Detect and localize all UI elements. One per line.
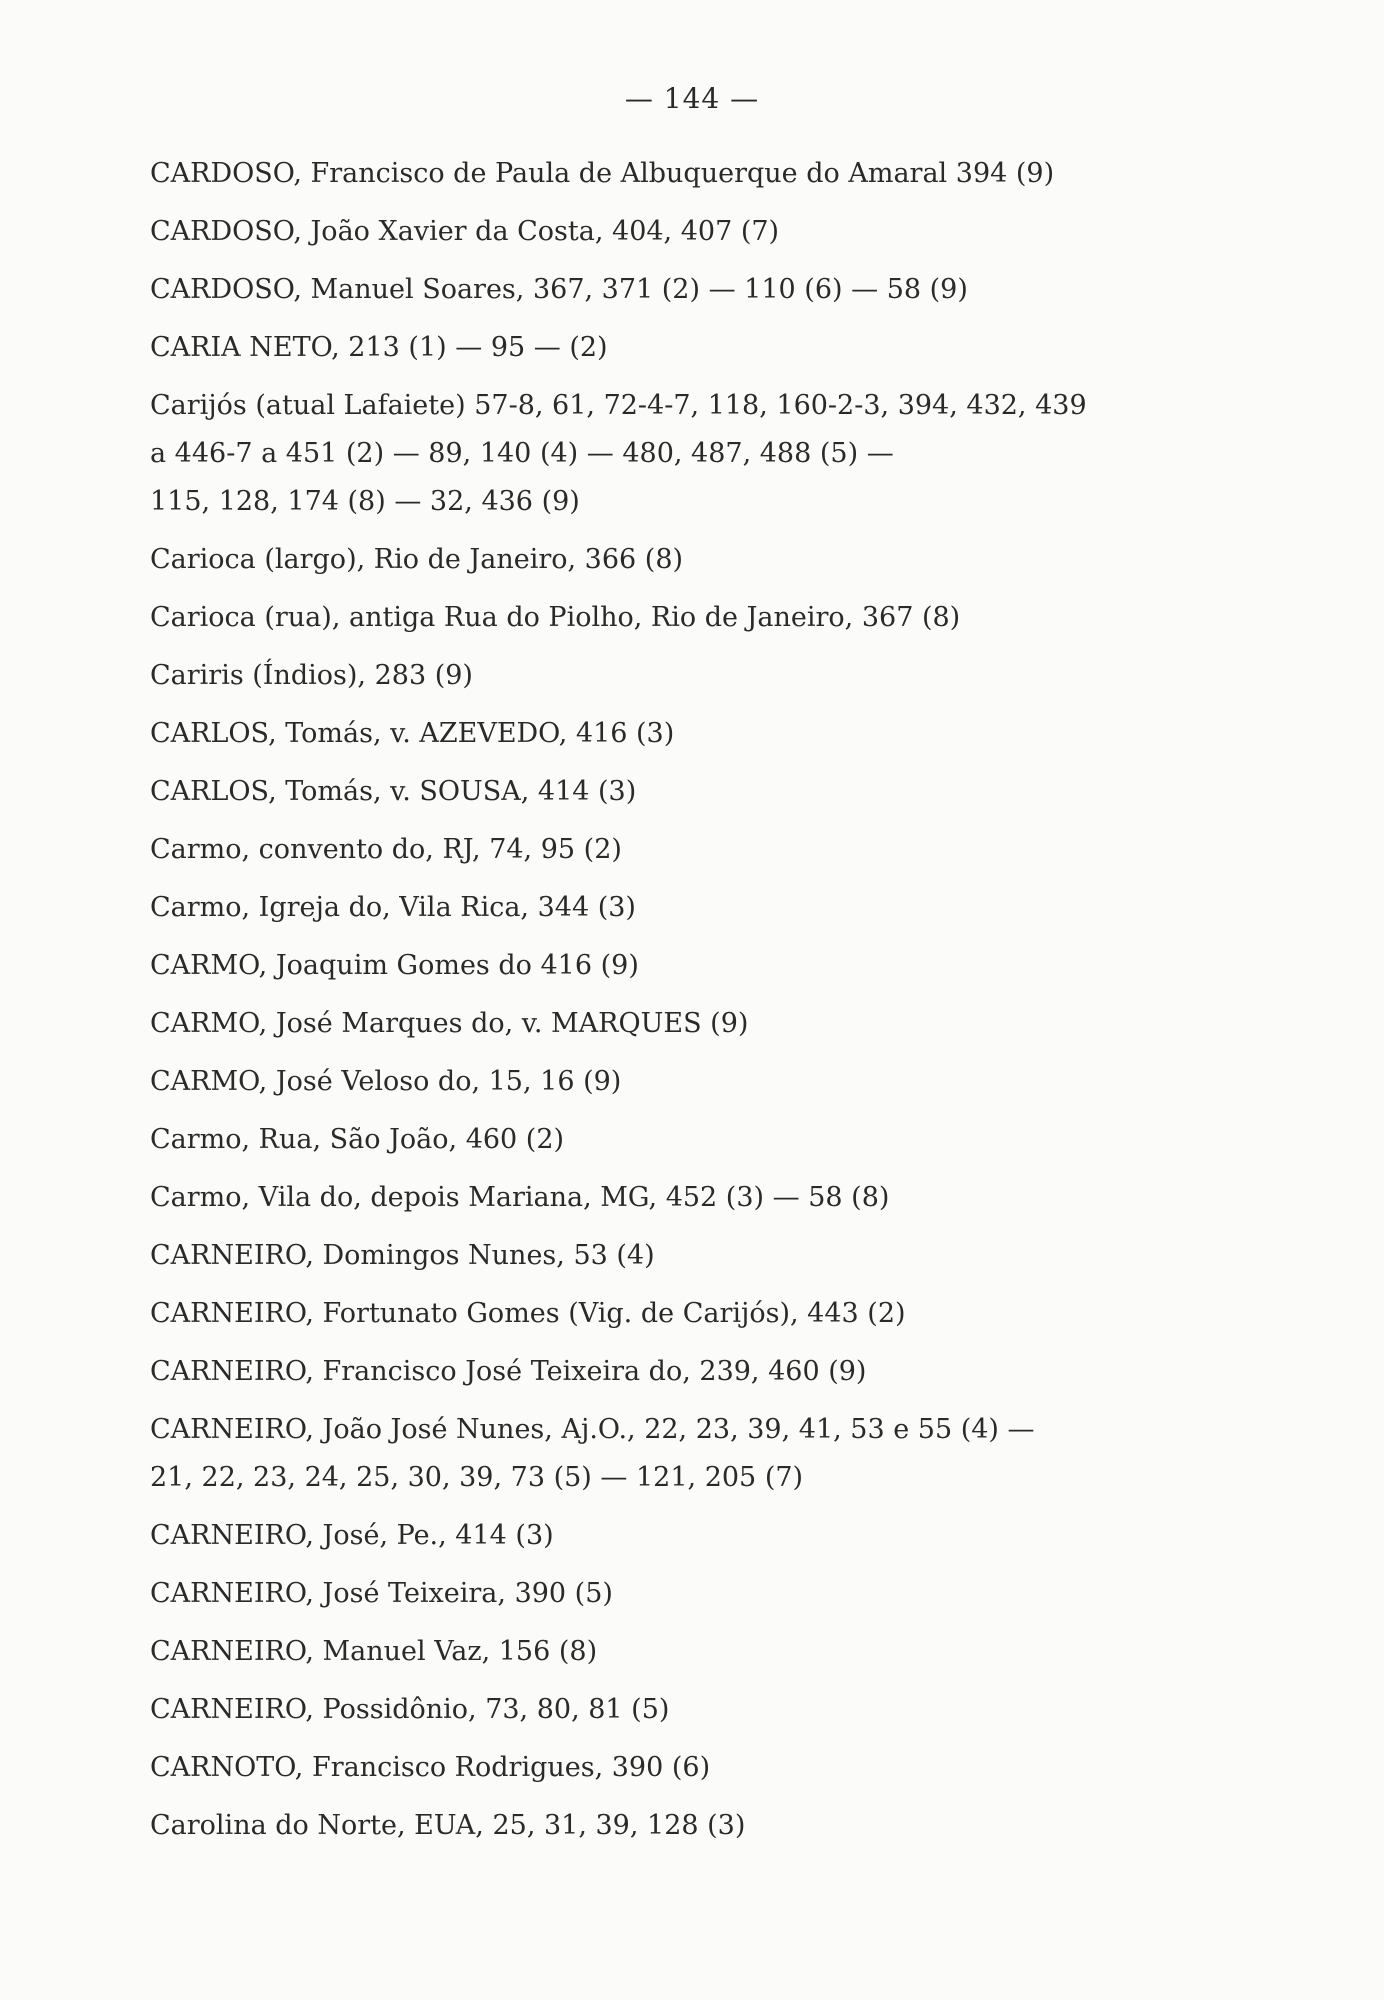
entry-line: CARMO, Joaquim Gomes do 416 (9)	[150, 950, 639, 981]
entry-line: Carolina do Norte, EUA, 25, 31, 39, 128 (3)	[150, 1810, 746, 1841]
index-entry	[150, 768, 1300, 816]
entry-continuation-line: 21, 22, 23, 24, 25, 30, 39, 73 (5) — 121, 205 (7)	[150, 1462, 804, 1493]
entry-line: CARNEIRO, Domingos Nunes, 53 (4)	[150, 1240, 655, 1271]
entry-line: CARNEIRO, Fortunato Gomes (Vig. de Carijós), 443 (2)	[150, 1298, 906, 1329]
index-entry	[150, 324, 1300, 372]
index-entry	[150, 536, 1300, 584]
entry-continuation-line: a 446-7 a 451 (2) — 89, 140 (4) — 480, 487, 488 (5) —	[150, 438, 894, 469]
entry-line: CARDOSO, Francisco de Paula de Albuquerque do Amaral 394 (9)	[150, 158, 1055, 189]
entry-line: Carmo, Rua, São João, 460 (2)	[150, 1124, 565, 1155]
index-entry	[150, 1744, 1300, 1792]
index-entry	[150, 1290, 1300, 1338]
index-entry	[150, 1512, 1300, 1560]
index-entry	[150, 1802, 1300, 1850]
entry-line: CARLOS, Tomás, v. AZEVEDO, 416 (3)	[150, 718, 675, 749]
page-number: — 144 —	[624, 82, 760, 115]
index-entries	[150, 150, 1300, 1860]
entry-line: CARNEIRO, José Teixeira, 390 (5)	[150, 1578, 613, 1609]
index-entry	[150, 884, 1300, 932]
index-entry	[150, 1570, 1300, 1618]
entry-line: CARNEIRO, Manuel Vaz, 156 (8)	[150, 1636, 598, 1667]
index-entry	[150, 1628, 1300, 1676]
index-entry	[150, 1174, 1300, 1222]
entry-line: CARLOS, Tomás, v. SOUSA, 414 (3)	[150, 776, 637, 807]
entry-line: CARMO, José Veloso do, 15, 16 (9)	[150, 1066, 622, 1097]
index-entry	[150, 1348, 1300, 1396]
entry-line: Cariris (Índios), 283 (9)	[150, 660, 473, 691]
entry-line: Carioca (largo), Rio de Janeiro, 366 (8)	[150, 544, 684, 575]
index-entry	[150, 652, 1300, 700]
entry-line: CARDOSO, Manuel Soares, 367, 371 (2) — 110 (6) — 58 (9)	[150, 274, 968, 305]
entry-line: Carmo, Igreja do, Vila Rica, 344 (3)	[150, 892, 636, 923]
index-entry	[150, 1000, 1300, 1048]
entry-line: CARNEIRO, João José Nunes, Aj.O., 22, 23, 39, 41, 53 e 55 (4) —	[150, 1414, 1035, 1445]
index-entry	[150, 1116, 1300, 1164]
index-entry	[150, 826, 1300, 874]
index-entry	[150, 1686, 1300, 1734]
index-entry	[150, 1232, 1300, 1280]
entry-line: CARNOTO, Francisco Rodrigues, 390 (6)	[150, 1752, 711, 1783]
entry-line: Carmo, convento do, RJ, 74, 95 (2)	[150, 834, 622, 865]
entry-line: Carmo, Vila do, depois Mariana, MG, 452 (3) — 58 (8)	[150, 1182, 890, 1213]
entry-line: Carijós (atual Lafaiete) 57-8, 61, 72-4-7, 118, 160-2-3, 394, 432, 439	[150, 390, 1087, 421]
index-entry	[150, 710, 1300, 758]
index-entry	[150, 1406, 1300, 1502]
index-entry	[150, 942, 1300, 990]
entry-line: CARIA NETO, 213 (1) — 95 — (2)	[150, 332, 608, 363]
entry-line: CARMO, José Marques do, v. MARQUES (9)	[150, 1008, 749, 1039]
index-entry	[150, 266, 1300, 314]
entry-line: Carioca (rua), antiga Rua do Piolho, Rio de Janeiro, 367 (8)	[150, 602, 961, 633]
entry-line: CARDOSO, João Xavier da Costa, 404, 407 (7)	[150, 216, 780, 247]
index-entry	[150, 208, 1300, 256]
index-entry	[150, 382, 1300, 526]
entry-continuation-line: 115, 128, 174 (8) — 32, 436 (9)	[150, 486, 580, 517]
index-entry	[150, 1058, 1300, 1106]
entry-line: CARNEIRO, Francisco José Teixeira do, 239, 460 (9)	[150, 1356, 867, 1387]
entry-line: CARNEIRO, José, Pe., 414 (3)	[150, 1520, 554, 1551]
entry-line: CARNEIRO, Possidônio, 73, 80, 81 (5)	[150, 1694, 670, 1725]
index-entry	[150, 150, 1300, 198]
index-entry	[150, 594, 1300, 642]
